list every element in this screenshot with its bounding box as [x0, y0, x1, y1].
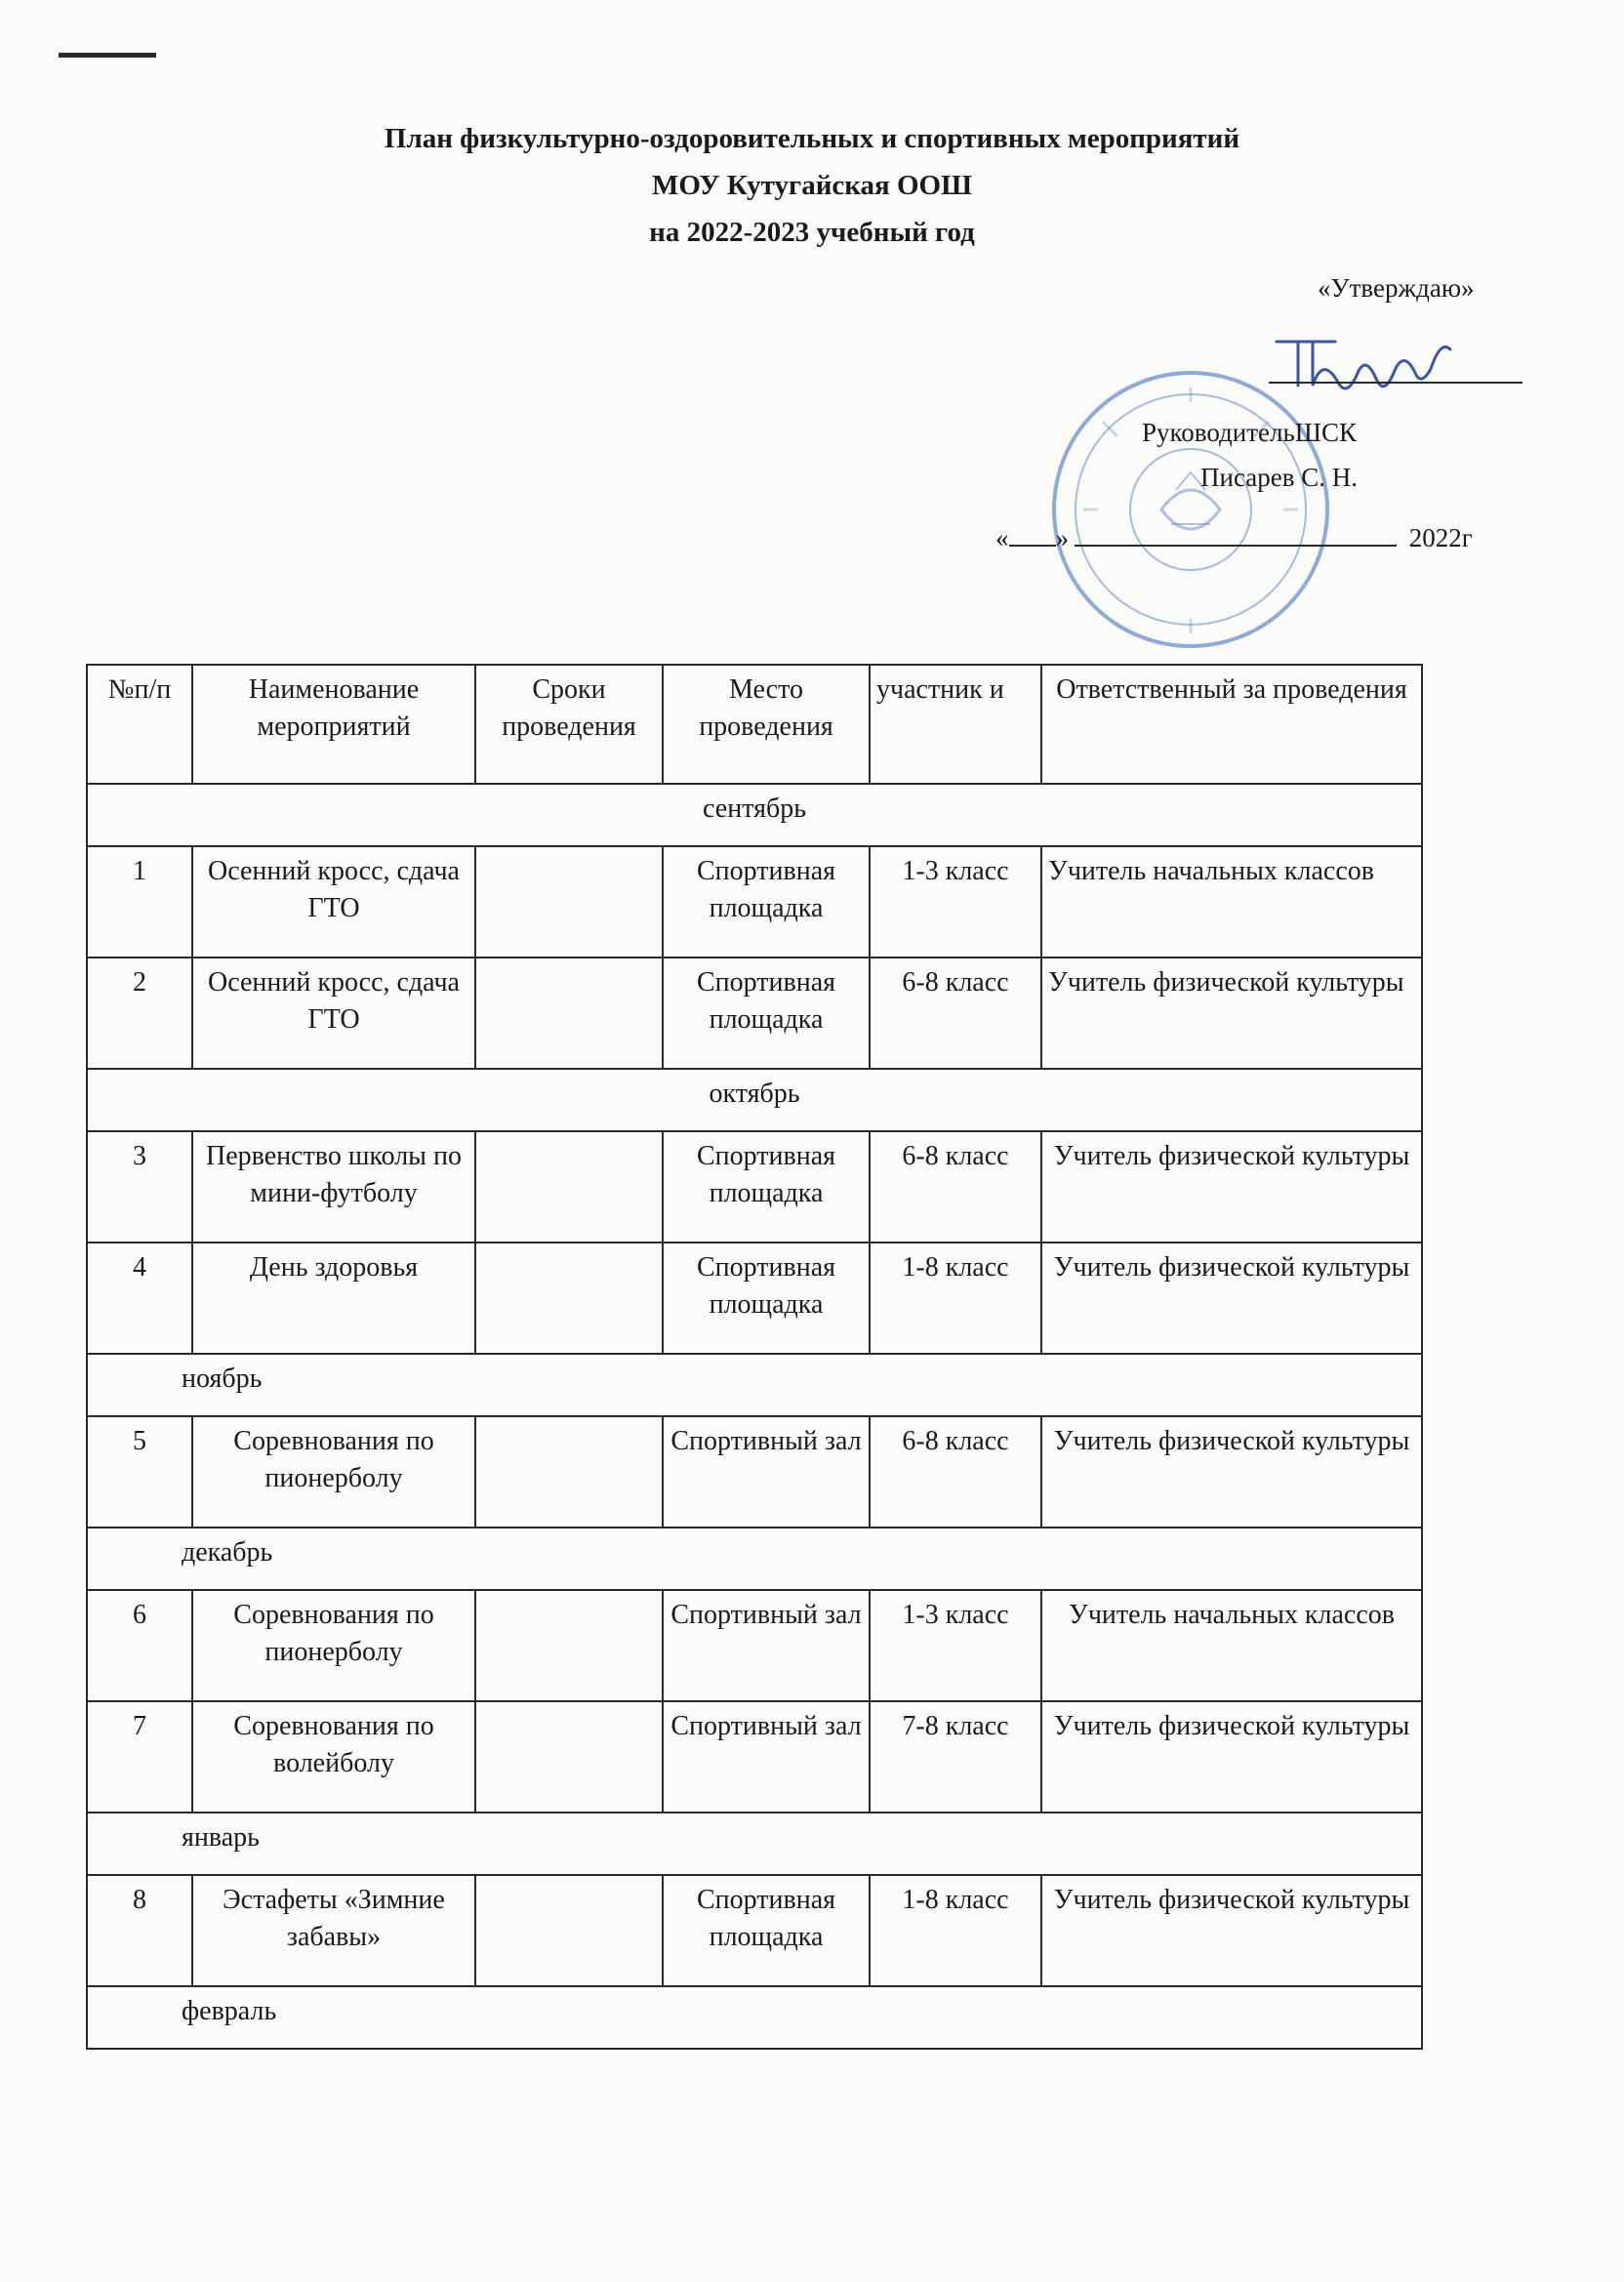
title-line-2: МОУ Кутугайская ООШ [652, 170, 972, 201]
cell-place: Спортивный зал [663, 1590, 870, 1701]
cell-event-name: Соревнования по пионерболу [192, 1416, 475, 1528]
cell-responsible: Учитель начальных классов [1041, 846, 1422, 958]
date-month-blank [1075, 545, 1397, 547]
cell-dates [475, 1416, 663, 1528]
cell-responsible: Учитель физической культуры [1041, 958, 1422, 1069]
cell-responsible: Учитель физической культуры [1041, 1243, 1422, 1354]
cell-number: 8 [87, 1875, 192, 1986]
header-event-name: Наименование мероприятий [192, 665, 475, 784]
table-row [87, 846, 1422, 958]
month-label: октябрь [87, 1069, 1422, 1131]
cell-participants: 1-3 класс [870, 1590, 1041, 1701]
cell-number: 6 [87, 1590, 192, 1701]
table-row [87, 1131, 1422, 1243]
cell-event-name: Осенний кросс, сдача ГТО [192, 846, 475, 958]
header-dates: Сроки проведения [475, 665, 663, 784]
month-row [87, 1354, 1422, 1416]
table-row [87, 1701, 1422, 1813]
cell-participants: 7-8 класс [870, 1701, 1041, 1813]
cell-responsible: Учитель физической культуры [1041, 1416, 1422, 1528]
cell-dates [475, 1243, 663, 1354]
cell-place: Спортивная площадка [663, 846, 870, 958]
cell-dates [475, 1701, 663, 1813]
cell-number: 3 [87, 1131, 192, 1243]
table-row [87, 1416, 1422, 1528]
date-year: 2022г [1408, 523, 1473, 552]
month-row [87, 1986, 1422, 2049]
cell-number: 4 [87, 1243, 192, 1354]
approver-name: Писарев С. Н. [1200, 463, 1358, 492]
cell-responsible: Учитель физической культуры [1041, 1875, 1422, 1986]
month-label: декабрь [87, 1528, 1422, 1590]
cell-dates [475, 846, 663, 958]
cell-responsible: Учитель начальных классов [1041, 1590, 1422, 1701]
cell-place: Спортивный зал [663, 1416, 870, 1528]
date-close-quote: » [1055, 523, 1069, 552]
header-participants: участник и [870, 665, 1041, 784]
month-row [87, 1069, 1422, 1131]
month-label: ноябрь [87, 1354, 1422, 1416]
cell-place: Спортивная площадка [663, 1243, 870, 1354]
cell-participants: 6-8 класс [870, 958, 1041, 1069]
cell-number: 2 [87, 958, 192, 1069]
cell-event-name: Соревнования по волейболу [192, 1701, 475, 1813]
title-line-3: на 2022-2023 учебный год [649, 217, 975, 248]
cell-responsible: Учитель физической культуры [1041, 1131, 1422, 1243]
approval-heading: «Утверждаю» [1318, 273, 1475, 303]
cell-place: Спортивный зал [663, 1701, 870, 1813]
cell-participants: 1-3 класс [870, 846, 1041, 958]
cell-place: Спортивная площадка [663, 1131, 870, 1243]
header-place: Место проведения [663, 665, 870, 784]
cell-event-name: Эстафеты «Зимние забавы» [192, 1875, 475, 1986]
month-row [87, 1813, 1422, 1875]
approval-date [995, 523, 1473, 553]
header-responsible: Ответственный за проведения [1041, 665, 1422, 784]
table-row [87, 1590, 1422, 1701]
cell-participants: 6-8 класс [870, 1131, 1041, 1243]
signature [1269, 322, 1522, 400]
cell-dates [475, 1131, 663, 1243]
cell-number: 5 [87, 1416, 192, 1528]
header-number: №п/п [87, 665, 192, 784]
cell-event-name: Осенний кросс, сдача ГТО [192, 958, 475, 1069]
date-day-blank [1009, 545, 1056, 547]
month-label: февраль [87, 1986, 1422, 2049]
month-label: январь [87, 1813, 1422, 1875]
month-row [87, 1528, 1422, 1590]
table-row [87, 1243, 1422, 1354]
cell-place: Спортивная площадка [663, 958, 870, 1069]
cell-number: 7 [87, 1701, 192, 1813]
cell-participants: 1-8 класс [870, 1875, 1041, 1986]
approver-position: РуководительШСК [1142, 418, 1358, 447]
table-row [87, 1875, 1422, 1986]
title-block [0, 115, 1624, 256]
table-header-row [87, 665, 1422, 784]
cell-participants: 6-8 класс [870, 1416, 1041, 1528]
table-body [87, 784, 1422, 2049]
cell-event-name: Соревнования по пионерболу [192, 1590, 475, 1701]
cell-participants: 1-8 класс [870, 1243, 1041, 1354]
date-open-quote: « [995, 523, 1009, 552]
cell-dates [475, 1875, 663, 1986]
cell-dates [475, 958, 663, 1069]
cell-dates [475, 1590, 663, 1701]
scan-mark [59, 53, 156, 58]
cell-event-name: День здоровья [192, 1243, 475, 1354]
title-line-1: План физкультурно-оздоровительных и спортивных мероприятий [384, 123, 1240, 154]
events-table [86, 664, 1423, 2050]
cell-responsible: Учитель физической культуры [1041, 1701, 1422, 1813]
month-label: сентябрь [87, 784, 1422, 846]
cell-event-name: Первенство школы по мини-футболу [192, 1131, 475, 1243]
cell-place: Спортивная площадка [663, 1875, 870, 1986]
official-stamp [1044, 363, 1337, 656]
table-row [87, 958, 1422, 1069]
month-row [87, 784, 1422, 846]
cell-number: 1 [87, 846, 192, 958]
